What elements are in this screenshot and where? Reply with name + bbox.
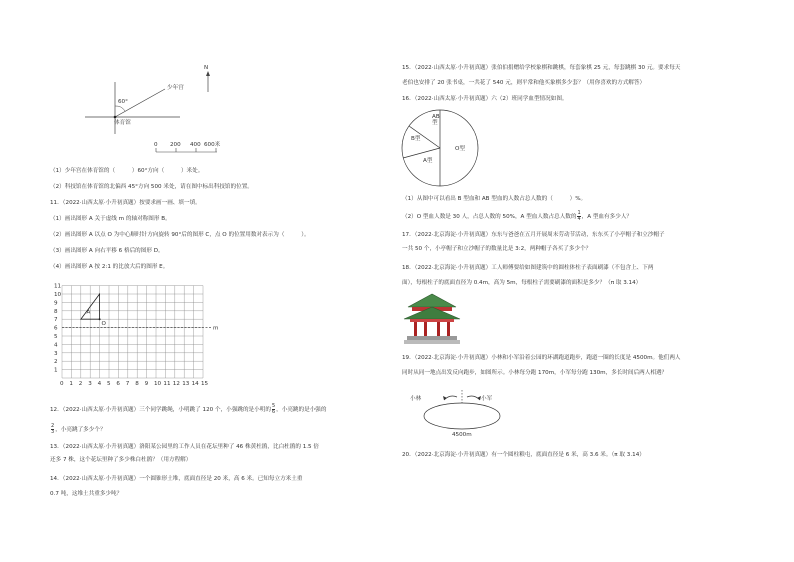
x-tick-label: 9 (144, 381, 149, 387)
x-tick-label: 6 (116, 381, 120, 387)
running-track-diagram (410, 388, 530, 438)
y-tick-label: 1 (54, 367, 58, 374)
pie-label-ab: AB型 (432, 114, 440, 126)
q16-sub2-text: （2）O 型血人数是 30 人，占总人数的 50%，A 型血人数占总人数的 (402, 214, 577, 220)
frac-den: 3 (51, 429, 55, 435)
x-tick-label: 0 (60, 381, 64, 387)
frac-den: 6 (271, 409, 276, 415)
fraction-5-6 (272, 404, 275, 415)
q18-line1: 18．（2022·北京海淀·小升初真题）工人师傅要给如图建筑中的圆柱体柱子表面刷漆（不包含上、下两 (402, 265, 654, 271)
x-tick-label: 11 (163, 381, 171, 387)
fraction-2-3 (51, 424, 54, 435)
north-label: N (204, 65, 209, 71)
q15-line1: 15．（2022·山西太原·小升初真题）张伯伯捐赠给学校象棋和跳棋，每套象棋 25 元，每套跳棋 30 元。要求每天 (402, 65, 681, 71)
q16-sub1: （1）从图中可以看出 B 型血和 AB 型血的人数占总人数的（ ）%。 (402, 196, 587, 202)
scale-400: 400 (190, 142, 201, 148)
track-label-xiaojun: 小军 (481, 396, 493, 402)
q19-line1: 19．（2022·北京海淀·小升初真题）小林和小军沿着公园的环湖跑道跑步，跑道一圈的长度是 4500m。他们两人 (402, 355, 681, 361)
point-o (99, 318, 101, 320)
q12-line1 (50, 404, 326, 415)
frac-den: 4 (577, 216, 581, 222)
y-tick-label: 11 (54, 283, 62, 290)
q15-line2: 老伯也安排了 20 张书桌，一共花了 540 元，则平常和他买象棋多少套？（用你喜欢的方式解答） (402, 80, 646, 86)
pavilion-image (402, 293, 462, 345)
q12-text-b: ，小亮跳的是小强的 (276, 407, 327, 413)
q11-1: （1）画出图形 A 关于虚线 m 的轴对称图形 B。 (50, 216, 171, 222)
y-tick-label: 6 (54, 325, 58, 332)
x-tick-label: 8 (135, 381, 139, 387)
scale-0: 0 (154, 142, 158, 148)
q11-title: 11．（2022·山西太原·小升初真题）按要求画一画、填一填。 (50, 200, 201, 206)
shape-a-label: A (86, 309, 91, 316)
coordinate-grid (48, 278, 228, 390)
frac-num: 1 (577, 210, 581, 216)
q12-text-a: 12．（2022·山西太原·小升初真题）三个同学跳绳，小明跳了 120 个，小强跳的是小明的 (50, 407, 271, 413)
q12-line2 (50, 424, 106, 435)
scale-600: 600米 (204, 142, 221, 148)
x-tick-label: 1 (69, 381, 73, 387)
y-tick-label: 4 (54, 342, 58, 349)
y-tick-label: 8 (54, 308, 58, 315)
x-tick-label: 4 (97, 381, 102, 387)
pie-label-b: B型 (411, 136, 421, 142)
frac-num: 5 (271, 403, 276, 409)
pie-label-o: O型 (455, 146, 465, 152)
q18-line2: 面），每根柱子的底面直径为 0.4m，高为 5m，每根柱子需要刷漆的面积是多少？（π 取 3.14） (402, 280, 642, 286)
q16-title: 16．（2022·山西太原·小升初真题）六（2）班同学血型情况如图。 (402, 96, 568, 102)
q11-4: （4）画出图形 A 按 2:1 的比放大后的图形 E。 (50, 264, 169, 270)
track-length: 4500m (452, 432, 472, 438)
point-o-label: O (101, 321, 106, 328)
q14-line2: 0.7 吨，这堆土共重多少吨？ (50, 491, 123, 497)
y-tick-label: 2 (54, 359, 58, 366)
fraction-1-4 (577, 211, 580, 222)
q16-sub2-tail: ，A 型血有多少人？ (581, 214, 633, 220)
scale-200: 200 (170, 142, 181, 148)
x-tick-label: 3 (88, 381, 92, 387)
q11-3: （3）画出图形 A 向右平移 6 格后的图形 D。 (50, 248, 164, 254)
y-tick-label: 7 (54, 317, 58, 324)
q13-line2: 还多 7 株，这个花坛里种了多少株白杜鹃？（用方程解） (50, 457, 192, 463)
x-tick-label: 14 (191, 381, 199, 387)
q10-1: （1）少年宫在体育馆的（ ）60°方向（ ）米处。 (50, 168, 204, 174)
blood-type-pie-chart (398, 106, 498, 190)
x-tick-label: 10 (154, 381, 162, 387)
pie-label-a: A型 (423, 158, 433, 164)
q14-line1: 14．（2022·山西太原·小升初真题）一个圆锥形土堆，底面直径是 20 米，高 6 米。已知每立方米土重 (50, 476, 303, 482)
angle-label: 60° (118, 99, 128, 105)
x-tick-label: 7 (125, 381, 130, 387)
q17-line2: 一共 50 个，小亭帽子和立沙帽子的数量比是 3:2，两种帽子各买了多少个？ (402, 246, 592, 252)
q12-text-c: ，小亮跳了多少个？ (55, 427, 106, 433)
youth-palace-label: 少年宫 (167, 85, 184, 91)
track-label-xiaolin: 小林 (410, 396, 422, 402)
frac-num: 2 (51, 423, 55, 429)
y-tick-label: 3 (54, 350, 58, 357)
y-tick-label: 5 (54, 334, 58, 340)
q13-line1: 13．（2022·山西太原·小升初真题）洛阳某公园里的工作人员在花坛里种了 46 株黄杜鹃，比白杜鹃的 1.5 倍 (50, 444, 319, 450)
q10-2: （2）科技馆在体育馆的北偏西 45°方向 500 米处，请在图中标出科技馆的位置。 (50, 184, 253, 190)
gym-label: 体育馆 (114, 120, 131, 126)
x-tick-label: 2 (78, 381, 83, 387)
x-tick-label: 15 (201, 381, 209, 387)
q20: 20．（2022·北京海淀·小升初真题）有一个圆柱粮屯，底面直径是 6 米，高 3.6 米。（π 取 3.14） (402, 452, 645, 458)
x-tick-label: 13 (182, 381, 190, 387)
x-tick-label: 5 (107, 381, 111, 387)
q17-line1: 17．（2022·北京海淀·小升初真题）东东与爸爸在五月开展周末劳动节活动，东东买了小亭帽子和立沙帽子 (402, 232, 665, 238)
q19-line2: 同时从同一地点出发反向跑步，如图所示。小林每分跑 170m，小军每分跑 130m，多长时间后两人相遇？ (402, 370, 668, 376)
line-m-label: m (213, 325, 219, 332)
q11-2: （2）画出图形 A 以点 O 为中心顺时针方向旋转 90°后的图形 C，点 O 的位置用数对表示为（ ）。 (50, 232, 310, 238)
y-tick-label: 9 (54, 300, 58, 307)
q16-sub2 (402, 211, 632, 222)
y-tick-label: 10 (54, 292, 62, 298)
x-tick-label: 12 (172, 381, 180, 387)
